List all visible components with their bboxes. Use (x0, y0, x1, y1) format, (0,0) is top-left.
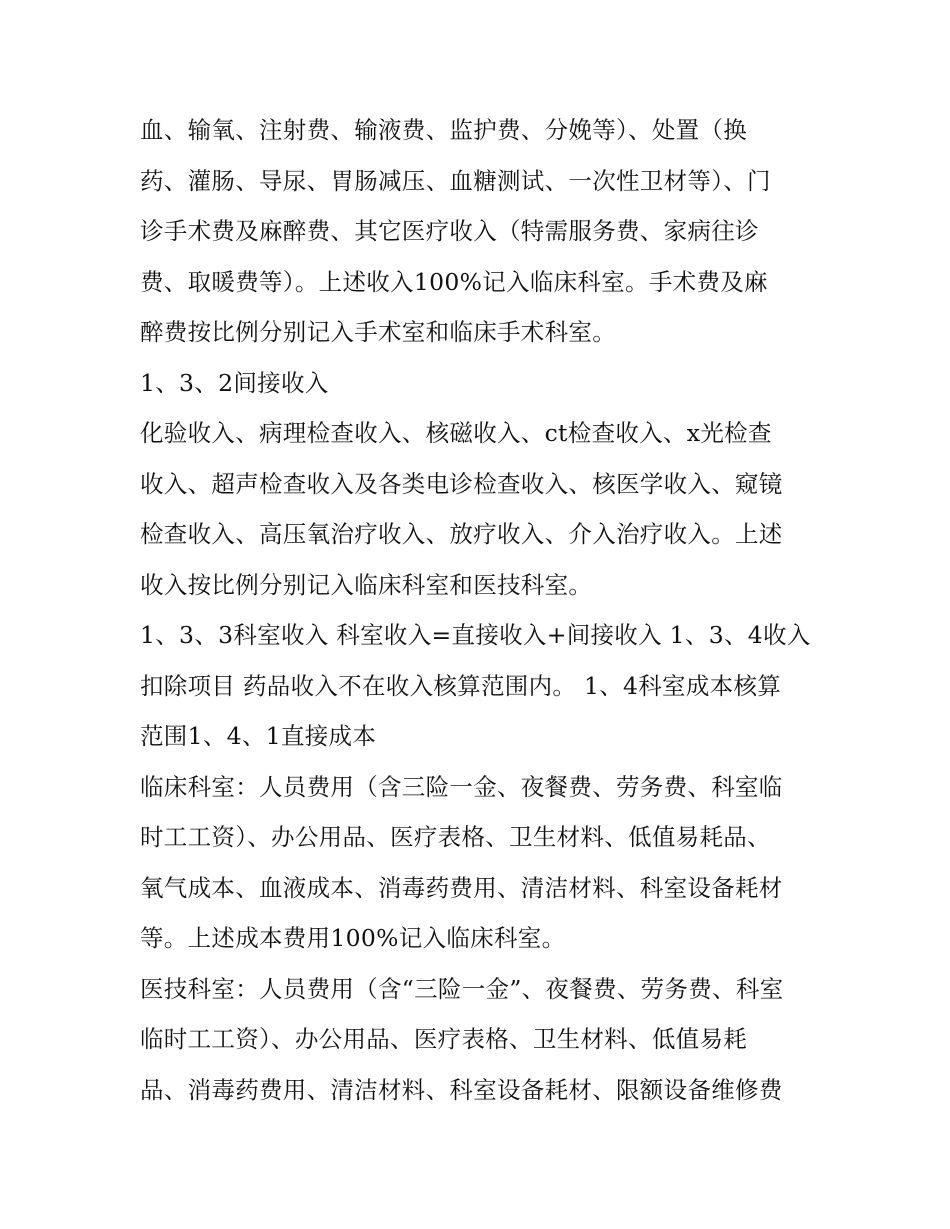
text-line: 药、灌肠、导尿、胃肠减压、血糖测试、一次性卫材等）、门 (140, 166, 771, 195)
text-line: 诊手术费及麻醉费、其它医疗收入（特需服务费、家病往诊 (140, 217, 759, 245)
text-line: 氧气成本、血液成本、消毒药费用、清洁材料、科室设备耗材 (140, 873, 783, 902)
text-line: 检查收入、高压氧治疗收入、放疗收入、介入治疗收入。上述 (140, 520, 783, 548)
text-line: 等。上述成本费用100%记入临床科室。 (140, 924, 566, 952)
text-line: 血、输氧、注射费、输液费、监护费、分娩等）、处置（换 (140, 116, 748, 144)
text-line: 范围1、4、1直接成本 (140, 722, 377, 750)
text-line: 医技科室：人员费用（含“三险一金”、夜餐费、劳务费、科室 (140, 974, 784, 1003)
text-line: 时工工资）、办公用品、医疗表格、卫生材料、低值易耗品、 (140, 823, 771, 851)
body-text (140, 110, 820, 1120)
text-line: 收入按比例分别记入临床科室和医技科室。 (140, 570, 593, 599)
text-line: 费、取暖费等）。上述收入100%记入临床科室。手术费及麻 (140, 267, 768, 296)
text-line: 化验收入、病理检查收入、核磁收入、ct检查收入、x光检查 (140, 419, 772, 447)
text-line: 扣除项目 药品收入不在收入核算范围内。 1、4科室成本核算 (140, 671, 782, 700)
section-heading: 1、3、2间接收入 (140, 368, 329, 397)
text-line: 临时工工资）、办公用品、医疗表格、卫生材料、低值易耗 (140, 1025, 748, 1053)
text-line: 临床科室：人员费用（含三险一金、夜餐费、劳务费、科室临 (140, 772, 783, 801)
text-line: 1、3、3科室收入 科室收入=直接收入+间接收入 1、3、4收入 (140, 621, 811, 649)
text-line: 收入、超声检查收入及各类电诊检查收入、核医学收入、窥镜 (140, 469, 783, 498)
text-line: 品、消毒药费用、清洁材料、科室设备耗材、限额设备维修费 (140, 1075, 783, 1104)
text-line: 醉费按比例分别记入手术室和临床手术科室。 (140, 318, 616, 346)
